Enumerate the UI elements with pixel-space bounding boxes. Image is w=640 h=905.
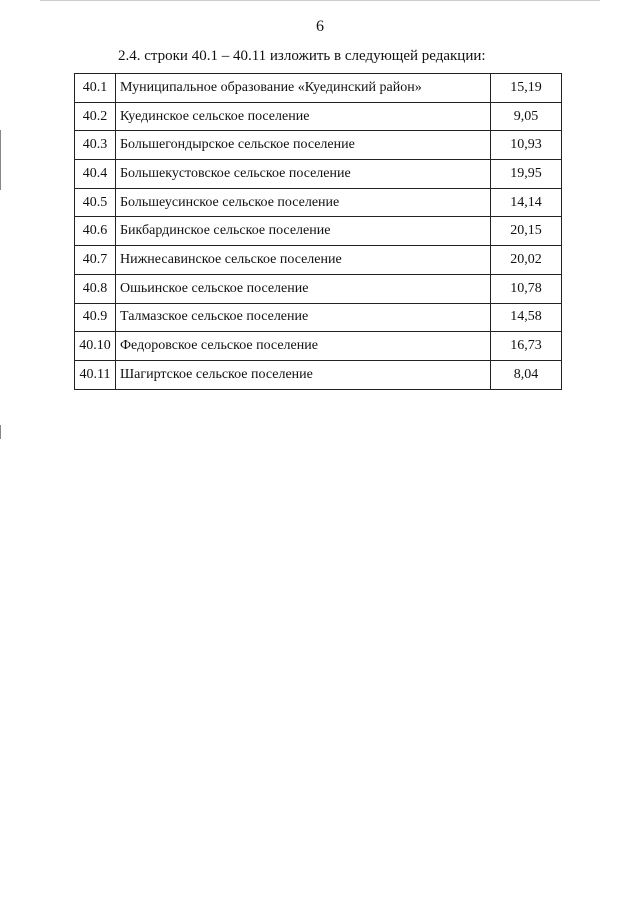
row-name: Большеусинское сельское поселение xyxy=(116,188,491,217)
row-value: 14,14 xyxy=(491,188,562,217)
row-code: 40.1 xyxy=(75,74,116,103)
table-row xyxy=(75,188,562,217)
scan-edge-line xyxy=(40,0,600,1)
row-name: Нижнесавинское сельское поселение xyxy=(116,246,491,275)
row-code: 40.8 xyxy=(75,274,116,303)
row-name: Куединское сельское поселение xyxy=(116,102,491,131)
row-code: 40.11 xyxy=(75,360,116,389)
row-code: 40.10 xyxy=(75,332,116,361)
table-row xyxy=(75,303,562,332)
row-name: Талмазское сельское поселение xyxy=(116,303,491,332)
row-code: 40.3 xyxy=(75,131,116,160)
row-name: Бикбардинское сельское поселение xyxy=(116,217,491,246)
row-name: Шагиртское сельское поселение xyxy=(116,360,491,389)
row-code: 40.7 xyxy=(75,246,116,275)
row-value: 8,04 xyxy=(491,360,562,389)
table-row xyxy=(75,274,562,303)
row-code: 40.6 xyxy=(75,217,116,246)
row-code: 40.9 xyxy=(75,303,116,332)
row-name: Федоровское сельское поселение xyxy=(116,332,491,361)
row-name: Ошьинское сельское поселение xyxy=(116,274,491,303)
row-value: 10,78 xyxy=(491,274,562,303)
row-name: Большекустовское сельское поселение xyxy=(116,160,491,189)
intro-text: 2.4. строки 40.1 – 40.11 изложить в следующей редакции: xyxy=(118,48,486,64)
row-value: 20,15 xyxy=(491,217,562,246)
row-code: 40.5 xyxy=(75,188,116,217)
row-value: 14,58 xyxy=(491,303,562,332)
row-value: 9,05 xyxy=(491,102,562,131)
row-value: 15,19 xyxy=(491,74,562,103)
table-row xyxy=(75,102,562,131)
data-table xyxy=(74,73,562,390)
row-name: Большегондырское сельское поселение xyxy=(116,131,491,160)
scan-edge-mark xyxy=(0,130,1,190)
scan-edge-mark xyxy=(0,425,1,439)
table-row xyxy=(75,131,562,160)
table-row xyxy=(75,360,562,389)
table-row xyxy=(75,332,562,361)
table-row xyxy=(75,217,562,246)
row-value: 10,93 xyxy=(491,131,562,160)
row-value: 20,02 xyxy=(491,246,562,275)
row-value: 19,95 xyxy=(491,160,562,189)
row-code: 40.4 xyxy=(75,160,116,189)
row-code: 40.2 xyxy=(75,102,116,131)
page-number: 6 xyxy=(316,18,324,35)
table-row xyxy=(75,246,562,275)
table-row xyxy=(75,160,562,189)
table-row xyxy=(75,74,562,103)
row-name: Муниципальное образование «Куединский район» xyxy=(116,74,491,103)
row-value: 16,73 xyxy=(491,332,562,361)
